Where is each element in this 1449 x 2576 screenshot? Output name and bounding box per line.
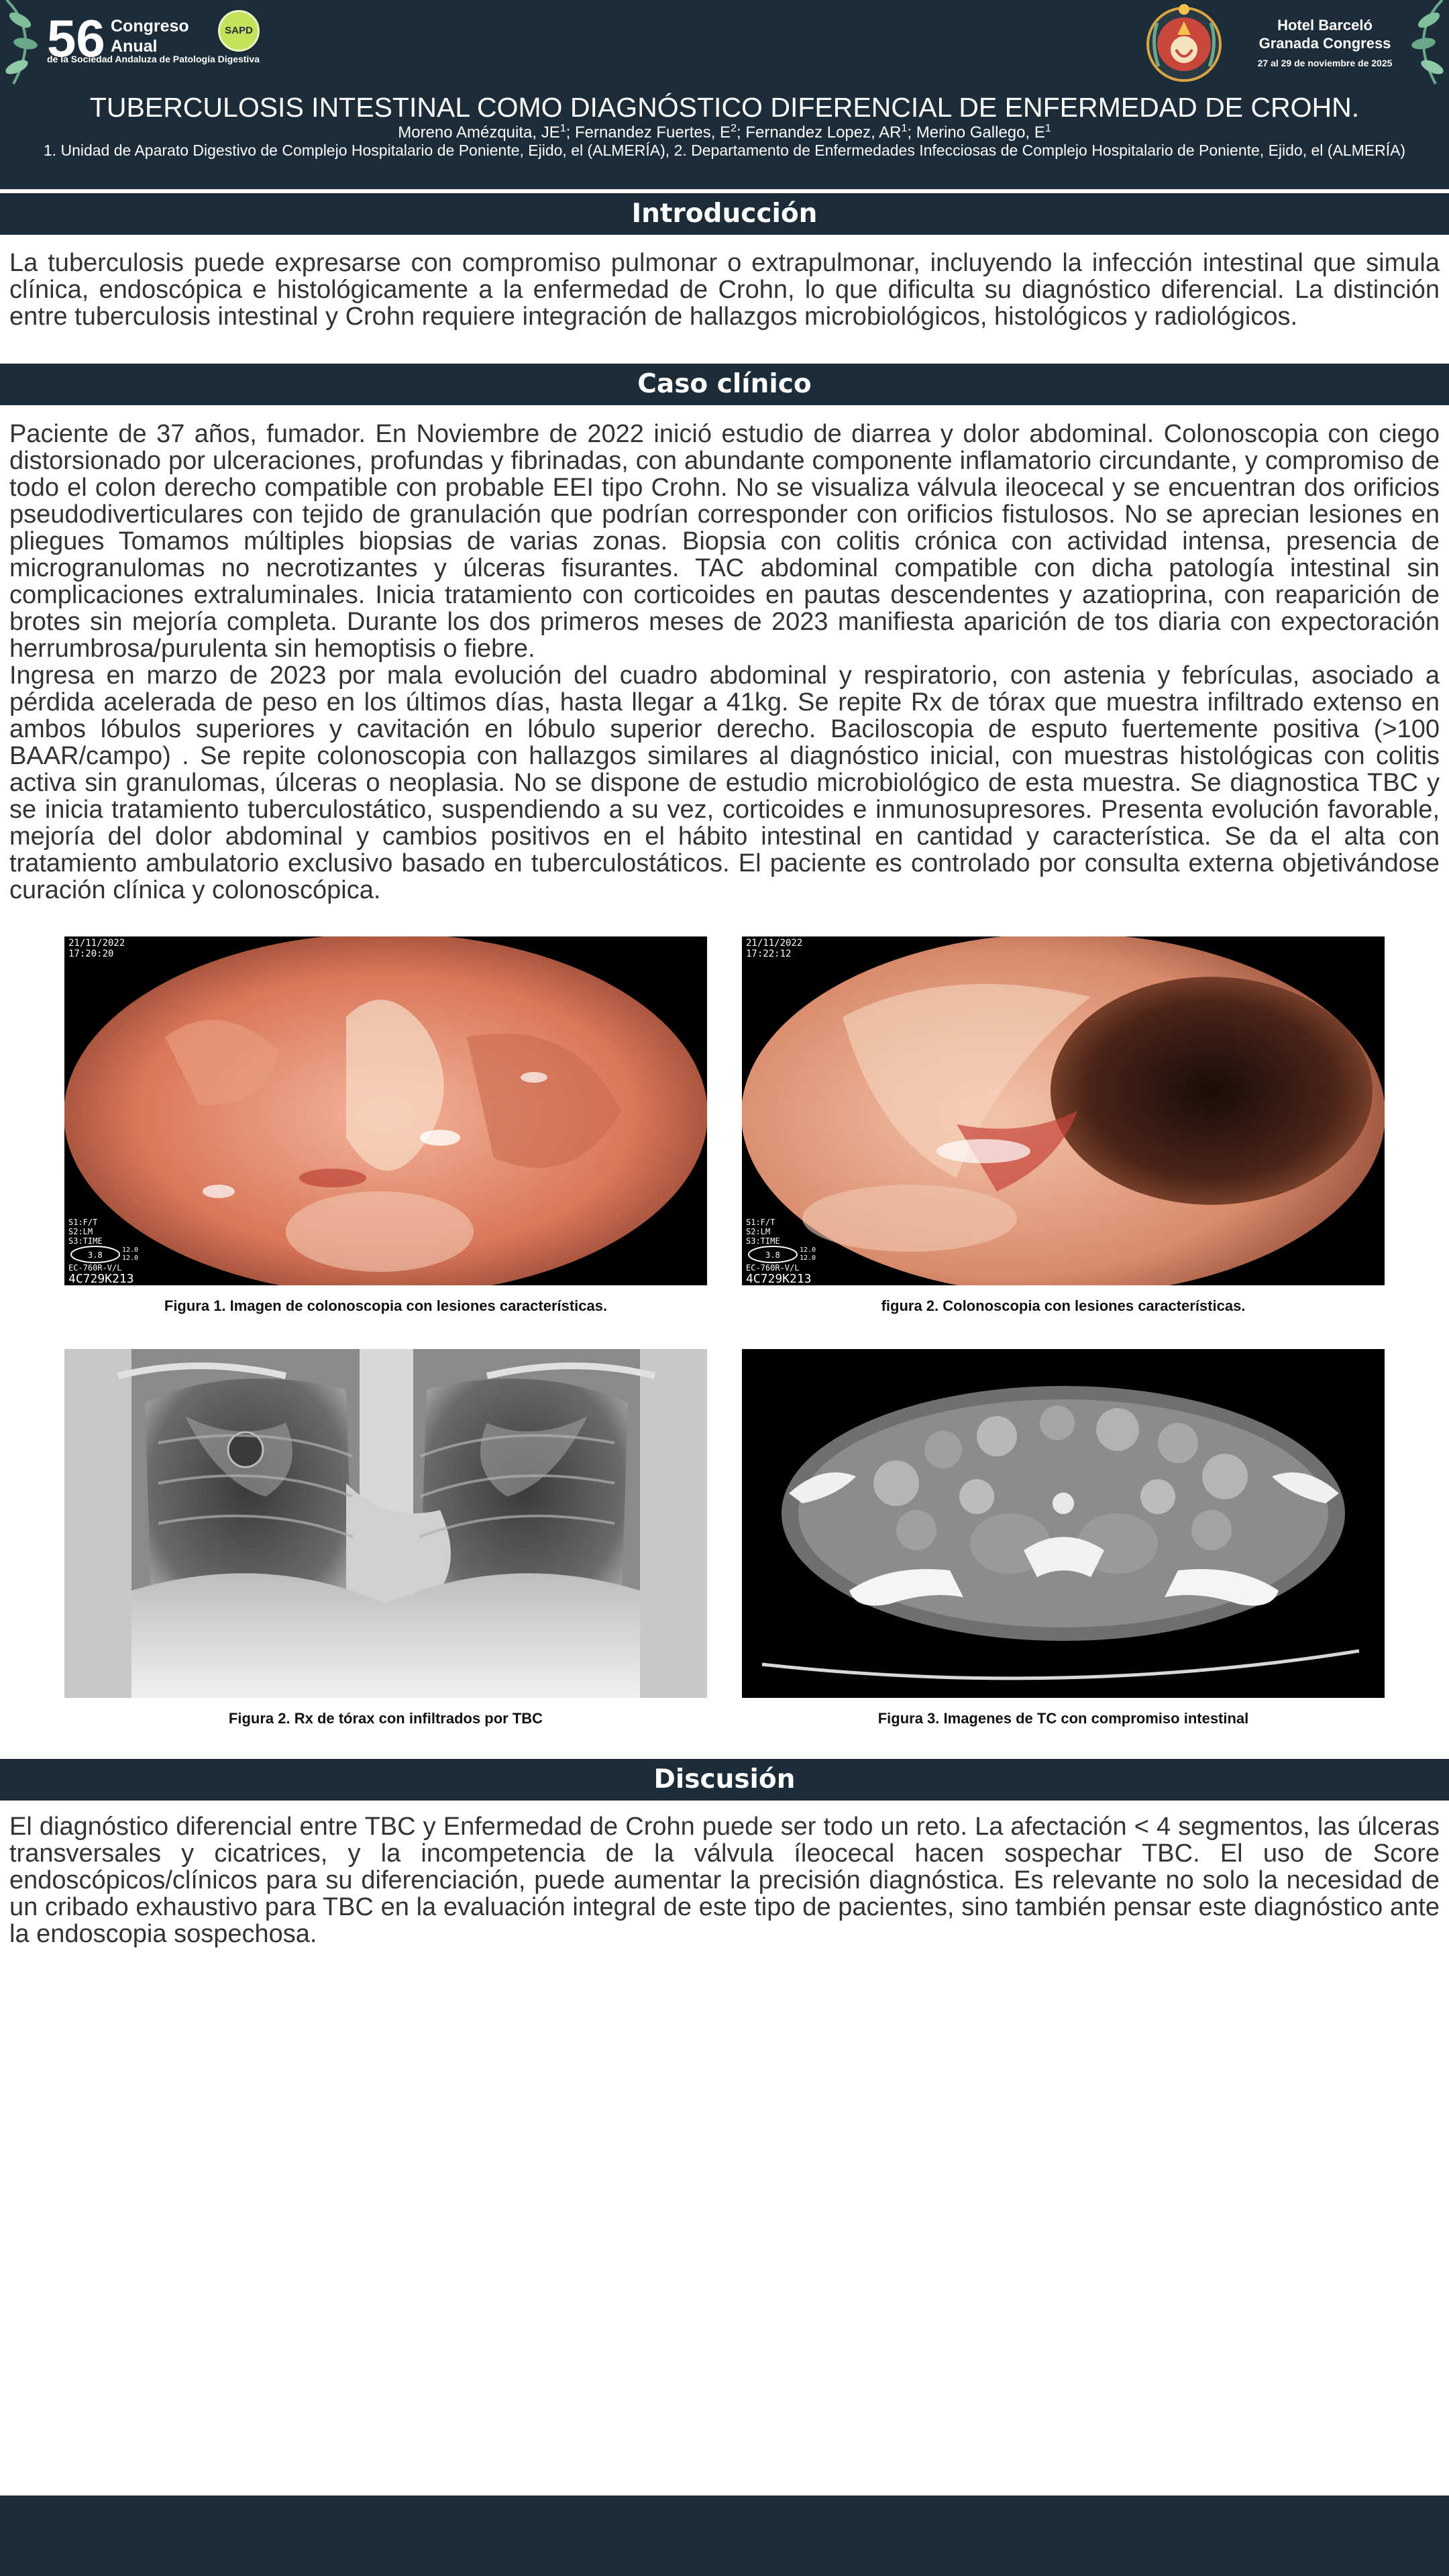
fig1-overlay-1: S1:F/T: [68, 1218, 98, 1227]
author-name: Merino Gallego, E: [916, 123, 1045, 142]
case-heading: Caso clínico: [0, 364, 1449, 405]
figure-ct-scan: [742, 1349, 1385, 1698]
colonoscopy-image-2: [742, 936, 1385, 1285]
discussion-text: [9, 1813, 1440, 1947]
poster-footer: [0, 2496, 1449, 2576]
fig2-overlay-2: S2:LM: [746, 1227, 771, 1236]
author-affiliation-number: 1: [559, 123, 566, 134]
figure-1-caption: Figura 1. Imagen de colonoscopia con lesiones características.: [164, 1297, 608, 1314]
author-affiliation-number: 1: [901, 123, 908, 134]
case-text: [9, 421, 1440, 904]
figure-3-caption: Figura 2. Rx de tórax con infiltrados por TBC: [228, 1710, 543, 1727]
author-name: Fernandez Fuertes, E: [574, 123, 731, 142]
fig2-overlay-1: S1:F/T: [746, 1218, 775, 1227]
author-name: Moreno Amézquita, JE: [398, 123, 560, 142]
figure-chest-xray: [64, 1349, 707, 1698]
chest-xray-image: [64, 1349, 707, 1698]
fig1-model: EC-760R-V/L: [68, 1263, 122, 1273]
fig2-scale-2: 12.0: [800, 1254, 816, 1262]
intro-paragraph: La tuberculosis puede expresarse con compromiso pulmonar o extrapulmonar, incluyendo la infección intestinal que simula clínica, endoscópica e histológicamente a la enfermedad de Crohn, lo que dificulta su diagnóstico diferencial. La distinción entre tuberculosis intestinal y Crohn requiere integración de hallazgos microbiológicos, histológicos y radiológicos.: [9, 249, 1440, 331]
fig1-ring: 3.8: [88, 1250, 103, 1260]
left-leaf-decoration: [0, 0, 47, 87]
right-leaf-decoration: [1402, 0, 1449, 87]
fig2-ring: 3.8: [765, 1250, 780, 1260]
figure-colonoscopy-1: [64, 936, 707, 1285]
case-paragraph-1: Paciente de 37 años, fumador. En Noviembre de 2022 inició estudio de diarrea y dolor abdominal. Colonoscopia con ciego distorsionado por ulceraciones, profundas y fibrinadas, con abundante componente inflamatorio circundante, y compromiso de todo el colon derecho compatible con probable EEI tipo Crohn. No se visualiza válvula ileocecal y se encuentran dos orificios pseudodiverticulares con tejido de granulación que podrían corresponder con orificios fistulosos. No se aprecian lesiones en pliegues Tomamos múltiples biopsias de varias zonas. Biopsia con colitis crónica con actividad intensa, presencia de microgranulomas no necrotizantes y úlceras fisurantes. TAC abdominal compatible con dicha patología intestinal sin complicaciones extraluminales. Inicia tratamiento con corticoides en pautas descendentes y azatioprina, con reaparición de brotes sin mejoría completa. Durante los dos primeros meses de 2023 manifiesta aparición de tos diaria con expectoración herrumbrosa/purulenta sin hemoptisis o fiebre.: [9, 420, 1440, 663]
author-name: Fernandez Lopez, AR: [745, 123, 902, 142]
granada-crest-logo: [1144, 3, 1224, 83]
fig2-model: EC-760R-V/L: [746, 1263, 800, 1273]
fig2-scale-1: 12.0: [800, 1246, 816, 1254]
author-affiliation-number: 2: [731, 123, 737, 134]
poster-header: [0, 0, 1449, 189]
intro-text: [9, 250, 1440, 330]
figure-colonoscopy-2: [742, 936, 1385, 1285]
discussion-paragraph: El diagnóstico diferencial entre TBC y Enfermedad de Crohn puede ser todo un reto. La afectación < 4 segmentos, las úlceras transversales y cicatrices, y la incompetencia de la válvula íleocecal hacen sospechar TBC. El uso de Score endoscópicos/clínicos para su diferenciación, puede aumentar la precisión diagnóstica. Es relevante no solo la necesidad de un cribado exhaustivo para TBC en la evaluación integral de este tipo de pacientes, sino también pensar este diagnóstico ante la endoscopia sospechosa.: [9, 1813, 1440, 1948]
fig1-serial: 4C729K213: [68, 1272, 134, 1285]
poster-authors: Moreno Amézquita, $JE^1$; Fernandez Fuertes, $E^2$; Fernandez Lopez, $AR^1$; Merino Gallego, $E^1$: [398, 123, 1051, 142]
case-paragraph-2: Ingresa en marzo de 2023 por mala evolución del cuadro abdominal y respiratorio, con astenia y febrículas, asociado a pérdida acelerada de peso en los últimos días, hasta llegar a 41kg. Se repite Rx de tórax que muestra infiltrado extenso en ambos lóbulos superiores y cavitación en lóbulo superior derecho. Baciloscopia de esputo fuertemente positiva (>100 BAAR/campo) . Se repite colonoscopia con hallazgos similares al diagnóstico inicial, con muestras histológicas con colitis activa sin granulomas, úlceras o neoplasia. No se dispone de estudio microbiológico de esta muestra. Se diagnostica TBC y se inicia tratamiento tuberculostático, suspendiendo a su vez, corticoides e inmunosupresores. Presenta evolución favorable, mejoría del dolor abdominal y cambios positivos en el hábito intestinal en cantidad y característica. Se da el alta con tratamiento ambulatorio exclusivo basado en tuberculostáticos. El paciente es controlado por consulta externa objetivándose curación clínica y colonoscópica.: [9, 661, 1440, 904]
fig1-overlay-3: S3:TIME: [68, 1236, 103, 1246]
ct-scan-image: [742, 1349, 1385, 1698]
fig2-overlay-3: S3:TIME: [746, 1236, 780, 1246]
fig1-overlay-2: S2:LM: [68, 1227, 93, 1236]
figure-4-caption: Figura 3. Imagenes de TC con compromiso intestinal: [877, 1710, 1249, 1727]
author-affiliation-number: 1: [1044, 123, 1051, 134]
fig1-scale-2: 12.0: [122, 1254, 139, 1262]
fig1-scale-1: 12.0: [122, 1246, 139, 1254]
colonoscopy-image-1: [64, 936, 707, 1285]
logo-word: Congreso Anual: [111, 17, 189, 56]
logo-number: 56: [47, 9, 105, 68]
hotel-name: Hotel Barceló: [1277, 17, 1373, 34]
fig2-time: 17:22:12: [746, 949, 792, 959]
poster-affiliations: 1. Unidad de Aparato Digestivo de Complejo Hospitalario de Poniente, Ejido, el (ALMERÍA), 2. Departamento de Enfermedades Infecciosas de Complejo Hospitalario de Poniente, Ejido, el (ALMERÍA): [43, 142, 1406, 159]
congress-info: [1251, 16, 1399, 68]
fig2-serial: 4C729K213: [746, 1272, 812, 1285]
fig1-date: 21/11/2022: [68, 938, 125, 949]
logo-society: de la Sociedad Andaluza de Patología Digestiva: [47, 54, 260, 64]
fig1-time: 17:20:20: [68, 949, 114, 959]
sapd-badge: SAPD: [218, 10, 260, 52]
poster-title: TUBERCULOSIS INTESTINAL COMO DIAGNÓSTICO DIFERENCIAL DE ENFERMEDAD DE CROHN.: [89, 92, 1360, 123]
fig2-date: 21/11/2022: [746, 938, 803, 949]
congress-dates: 27 al 29 de noviembre de 2025: [1257, 58, 1393, 68]
figure-2-caption: figura 2. Colonoscopia con lesiones características.: [881, 1297, 1246, 1314]
intro-heading: Introducción: [0, 193, 1449, 235]
discussion-heading: Discusión: [0, 1759, 1449, 1801]
congress-name: Granada Congress: [1258, 35, 1391, 52]
